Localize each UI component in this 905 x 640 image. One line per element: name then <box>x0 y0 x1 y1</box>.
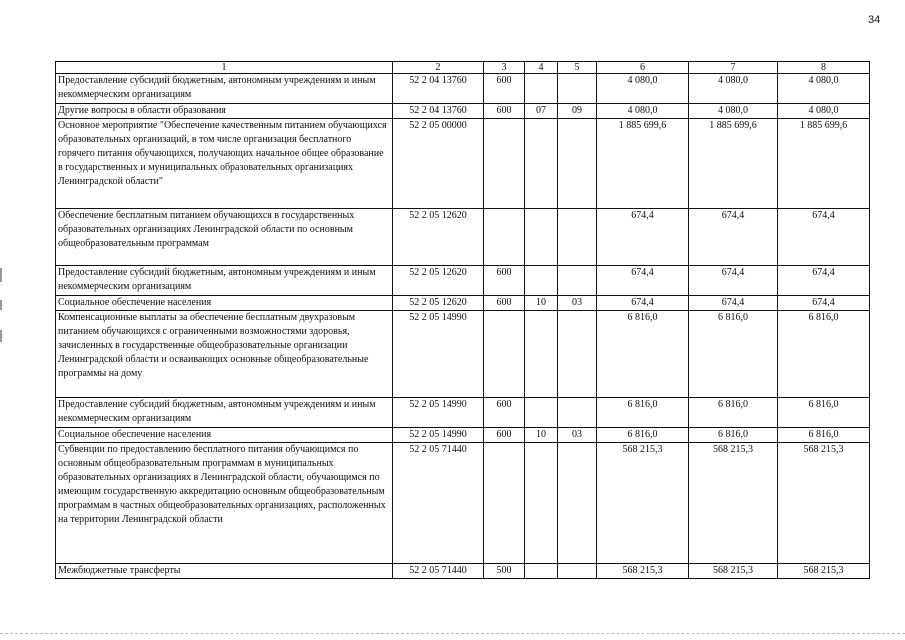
subsection-code <box>558 398 597 428</box>
target-code: 52 2 04 13760 <box>393 74 484 104</box>
target-code: 52 2 05 00000 <box>393 119 484 209</box>
scan-margin-mark <box>0 330 2 342</box>
amount-col6: 674,4 <box>597 209 689 266</box>
amount-col7: 674,4 <box>689 266 778 296</box>
row-name: Компенсационные выплаты за обеспечение бесплатным двухразовым питанием обучающихся с ограниченными возможностями здоровья, зачисленных в государственные общеобразовательные организации Ленинградской области и осваивающих основные общеобразовательные программы на дому <box>56 311 393 398</box>
table-row <box>56 311 870 398</box>
header-row <box>56 62 870 74</box>
target-code: 52 2 04 13760 <box>393 104 484 119</box>
target-code: 52 2 05 14990 <box>393 428 484 443</box>
subsection-code <box>558 74 597 104</box>
target-code: 52 2 05 14990 <box>393 398 484 428</box>
subsection-code <box>558 119 597 209</box>
amount-col6: 568 215,3 <box>597 564 689 579</box>
subsection-code: 03 <box>558 428 597 443</box>
header-cell: 6 <box>597 62 689 74</box>
expense-type: 600 <box>484 74 525 104</box>
section-code <box>525 74 558 104</box>
section-code <box>525 398 558 428</box>
amount-col7: 6 816,0 <box>689 398 778 428</box>
target-code: 52 2 05 12620 <box>393 266 484 296</box>
section-code: 07 <box>525 104 558 119</box>
expense-type <box>484 443 525 564</box>
row-name: Предоставление субсидий бюджетным, автономным учреждениям и иным некоммерческим организациям <box>56 266 393 296</box>
subsection-code <box>558 209 597 266</box>
subsection-code <box>558 266 597 296</box>
amount-col6: 6 816,0 <box>597 428 689 443</box>
row-name: Субвенции по предоставлению бесплатного питания обучающимся по основным общеобразовательным программам в муниципальных образовательных организациях в Ленинградской области, обучающимся по имеющим государственную аккредитацию основным общеобразовательным программам в частных общеобразовательных организациях, расположенных на территории Ленинградской области <box>56 443 393 564</box>
row-name: Межбюджетные трансферты <box>56 564 393 579</box>
amount-col8: 4 080,0 <box>778 74 870 104</box>
section-code <box>525 311 558 398</box>
section-code: 10 <box>525 296 558 311</box>
scan-bottom-edge <box>0 633 905 640</box>
table-row <box>56 296 870 311</box>
header-cell: 4 <box>525 62 558 74</box>
subsection-code <box>558 564 597 579</box>
table-row <box>56 266 870 296</box>
table-row <box>56 428 870 443</box>
expense-type: 500 <box>484 564 525 579</box>
amount-col6: 674,4 <box>597 296 689 311</box>
section-code <box>525 209 558 266</box>
amount-col8: 674,4 <box>778 209 870 266</box>
amount-col7: 6 816,0 <box>689 428 778 443</box>
table-row <box>56 119 870 209</box>
section-code <box>525 119 558 209</box>
expense-type: 600 <box>484 398 525 428</box>
amount-col6: 6 816,0 <box>597 398 689 428</box>
table-row <box>56 104 870 119</box>
amount-col6: 4 080,0 <box>597 74 689 104</box>
expense-type: 600 <box>484 104 525 119</box>
target-code: 52 2 05 12620 <box>393 209 484 266</box>
amount-col6: 1 885 699,6 <box>597 119 689 209</box>
expense-type: 600 <box>484 296 525 311</box>
amount-col7: 568 215,3 <box>689 443 778 564</box>
target-code: 52 2 05 12620 <box>393 296 484 311</box>
amount-col8: 4 080,0 <box>778 104 870 119</box>
table-row <box>56 398 870 428</box>
section-code: 10 <box>525 428 558 443</box>
budget-table <box>55 61 870 579</box>
expense-type <box>484 119 525 209</box>
amount-col7: 568 215,3 <box>689 564 778 579</box>
header-cell: 2 <box>393 62 484 74</box>
table-row <box>56 564 870 579</box>
table-row <box>56 443 870 564</box>
amount-col7: 674,4 <box>689 296 778 311</box>
header-cell: 5 <box>558 62 597 74</box>
row-name: Социальное обеспечение населения <box>56 428 393 443</box>
subsection-code <box>558 443 597 564</box>
row-name: Предоставление субсидий бюджетным, автономным учреждениям и иным некоммерческим организациям <box>56 398 393 428</box>
header-cell: 7 <box>689 62 778 74</box>
amount-col6: 4 080,0 <box>597 104 689 119</box>
amount-col8: 6 816,0 <box>778 398 870 428</box>
expense-type <box>484 311 525 398</box>
amount-col7: 4 080,0 <box>689 74 778 104</box>
amount-col7: 1 885 699,6 <box>689 119 778 209</box>
subsection-code: 09 <box>558 104 597 119</box>
scan-margin-mark <box>0 268 2 282</box>
expense-type: 600 <box>484 428 525 443</box>
amount-col8: 674,4 <box>778 296 870 311</box>
amount-col7: 674,4 <box>689 209 778 266</box>
amount-col6: 568 215,3 <box>597 443 689 564</box>
header-cell: 3 <box>484 62 525 74</box>
amount-col8: 674,4 <box>778 266 870 296</box>
page-number: 34 <box>868 14 881 26</box>
expense-type: 600 <box>484 266 525 296</box>
amount-col6: 674,4 <box>597 266 689 296</box>
table-row <box>56 74 870 104</box>
target-code: 52 2 05 71440 <box>393 564 484 579</box>
subsection-code <box>558 311 597 398</box>
header-cell: 8 <box>778 62 870 74</box>
amount-col7: 4 080,0 <box>689 104 778 119</box>
expense-type <box>484 209 525 266</box>
section-code <box>525 443 558 564</box>
amount-col8: 6 816,0 <box>778 428 870 443</box>
row-name: Предоставление субсидий бюджетным, автономным учреждениям и иным некоммерческим организациям <box>56 74 393 104</box>
amount-col8: 1 885 699,6 <box>778 119 870 209</box>
section-code <box>525 564 558 579</box>
amount-col7: 6 816,0 <box>689 311 778 398</box>
scan-margin-mark <box>0 300 2 310</box>
table-row <box>56 209 870 266</box>
header-cell: 1 <box>56 62 393 74</box>
amount-col8: 6 816,0 <box>778 311 870 398</box>
amount-col8: 568 215,3 <box>778 443 870 564</box>
row-name: Обеспечение бесплатным питанием обучающихся в государственных образовательных организациях Ленинградской области по основным общеобразовательным программам <box>56 209 393 266</box>
section-code <box>525 266 558 296</box>
subsection-code: 03 <box>558 296 597 311</box>
target-code: 52 2 05 14990 <box>393 311 484 398</box>
amount-col8: 568 215,3 <box>778 564 870 579</box>
row-name: Социальное обеспечение населения <box>56 296 393 311</box>
target-code: 52 2 05 71440 <box>393 443 484 564</box>
amount-col6: 6 816,0 <box>597 311 689 398</box>
row-name: Основное мероприятие "Обеспечение качественным питанием обучающихся образовательных организаций, в том числе организация бесплатного горячего питания обучающихся, получающих начальное общее образование в государственных и муниципальных образовательных организациях Ленинградской области" <box>56 119 393 209</box>
row-name: Другие вопросы в области образования <box>56 104 393 119</box>
